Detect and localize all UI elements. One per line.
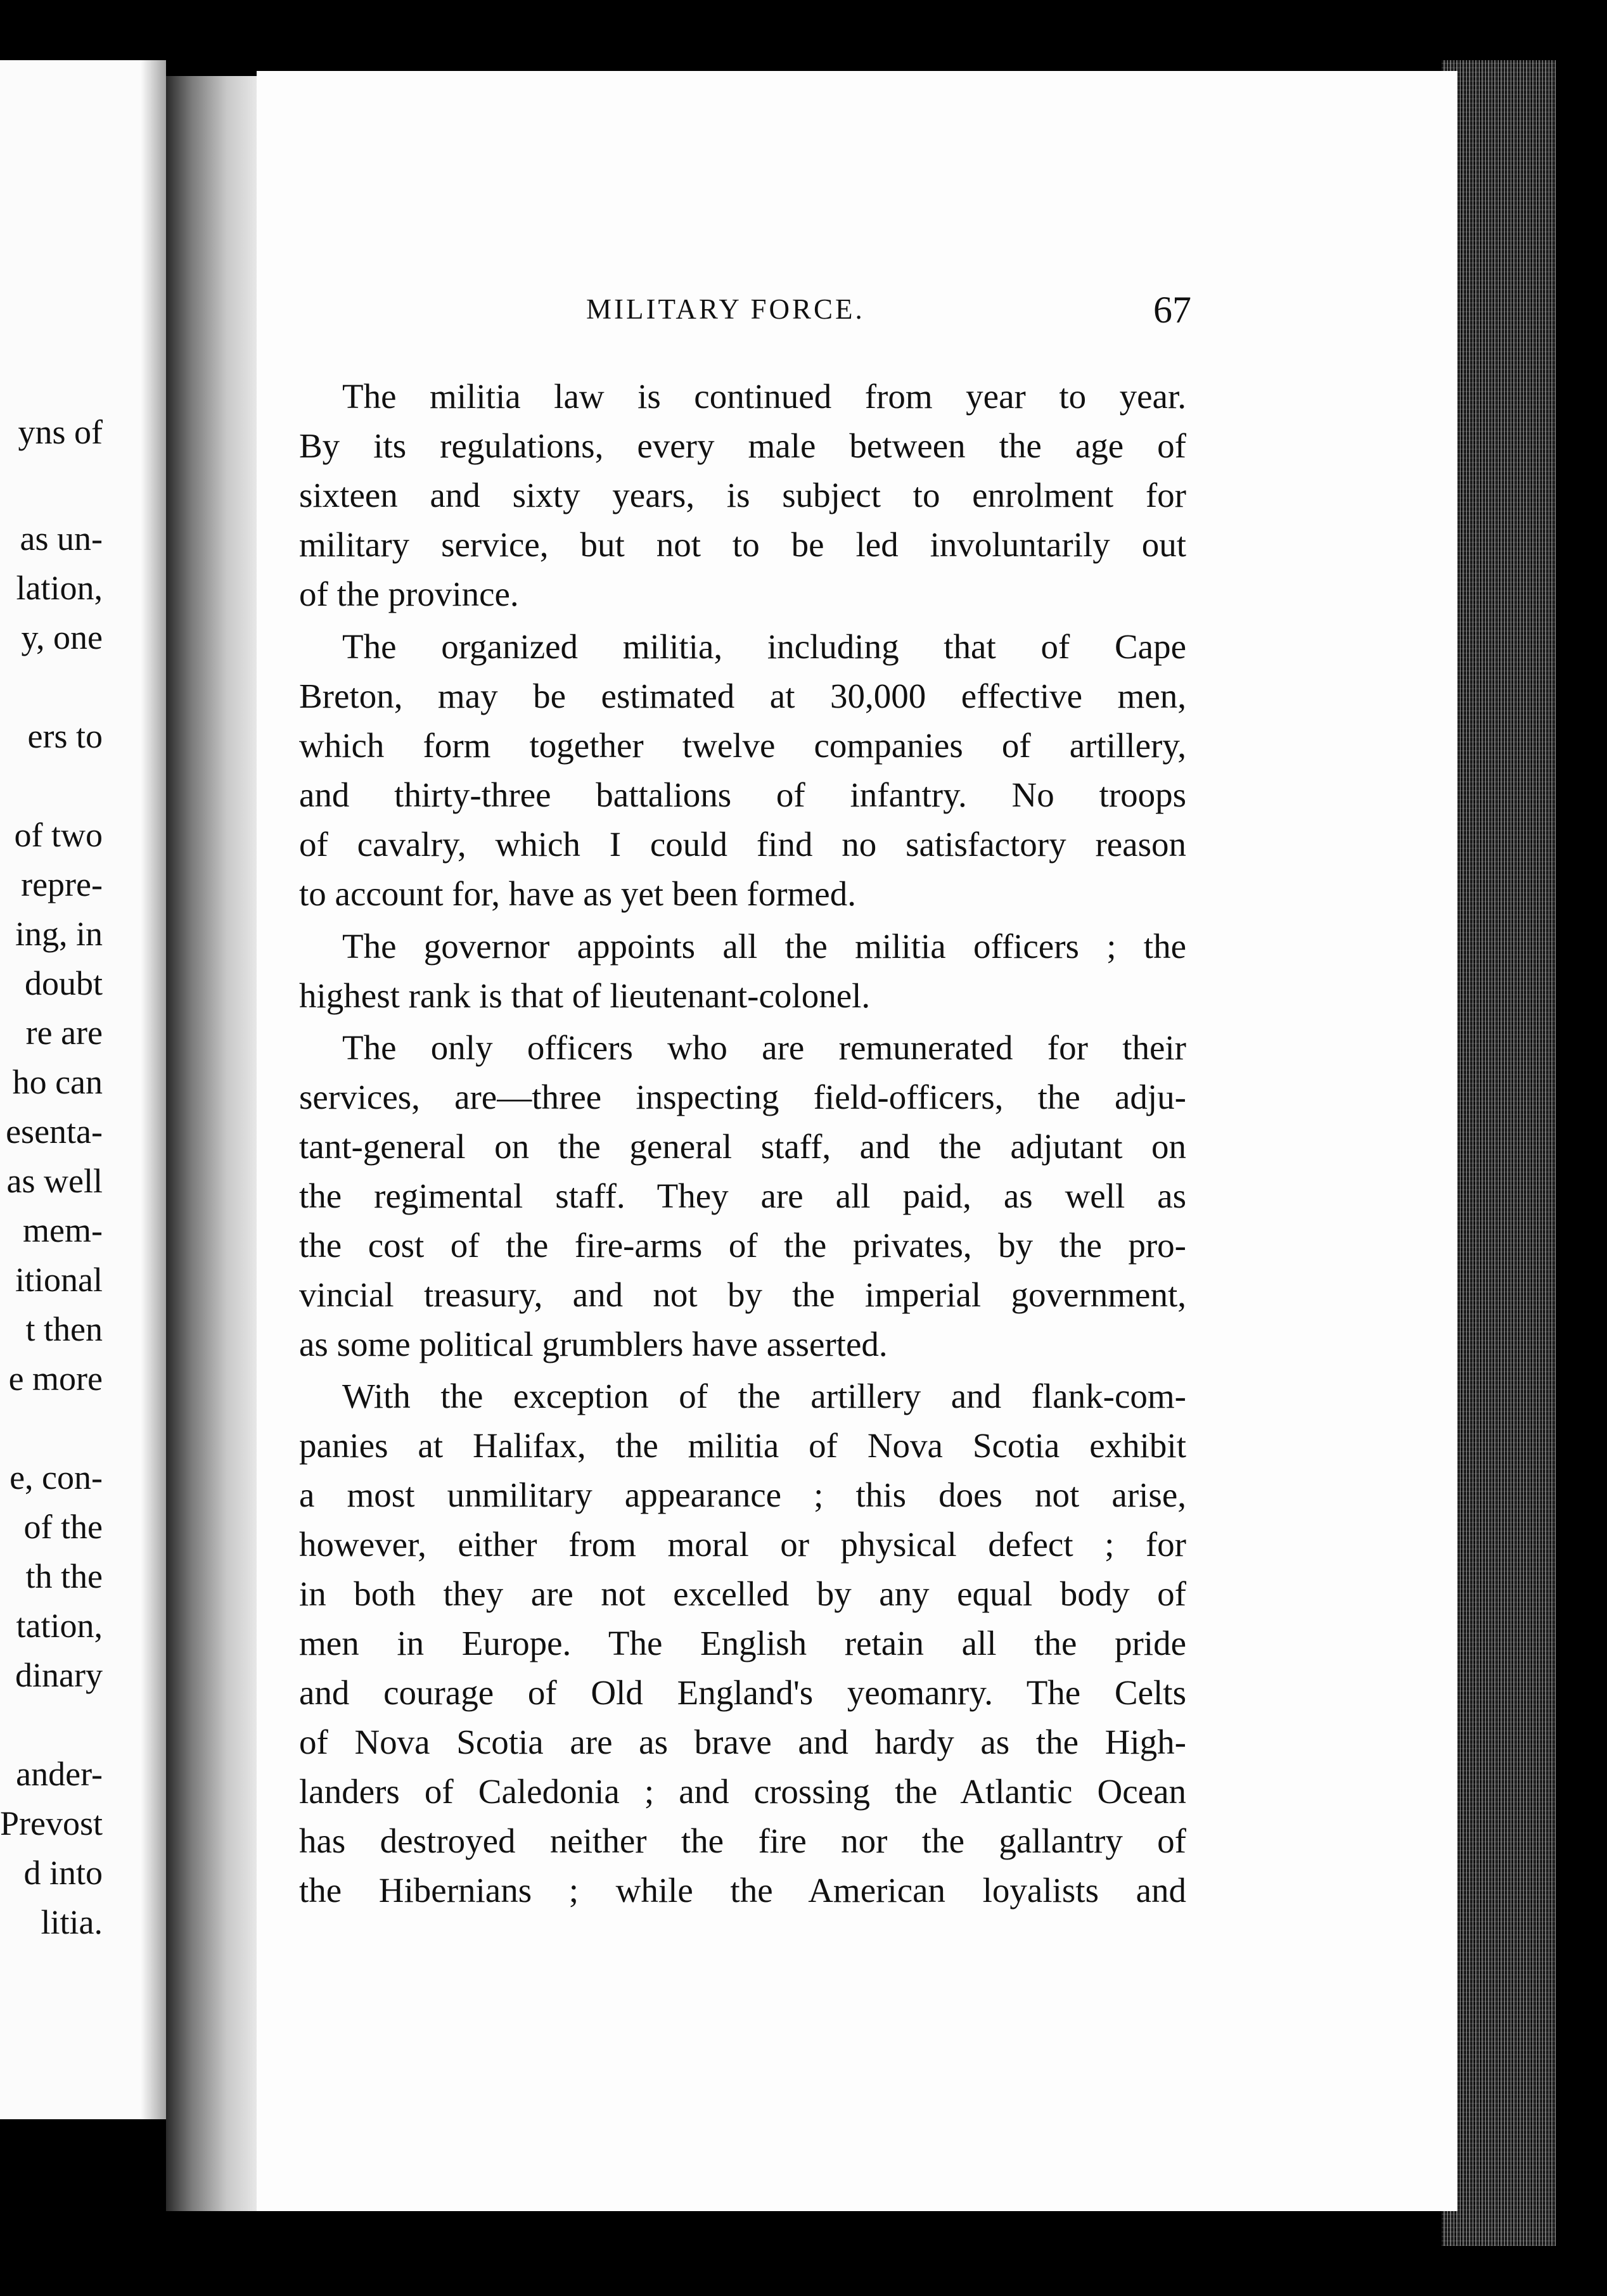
text-line: landers of Caledonia ; and crossing the Atlantic Ocean: [299, 1772, 1186, 1811]
text-line: however, either from moral or physical defect ; for: [299, 1525, 1186, 1564]
text-line: sixteen and sixty years, is subject to enrolment for: [299, 476, 1186, 514]
left-text-line: ers to: [27, 717, 103, 755]
text-line: vincial treasury, and not by the imperial government,: [299, 1275, 1186, 1314]
text-line: Breton, may be estimated at 30,000 effective men,: [299, 677, 1186, 715]
left-text-line: ing, in: [15, 915, 103, 953]
text-line: services, are—three inspecting field-officers, the adju-: [299, 1078, 1186, 1116]
left-text-line: th the: [25, 1557, 103, 1595]
left-text-line: esenta-: [6, 1113, 103, 1151]
text-line: as some political grumblers have asserted.: [299, 1325, 888, 1363]
text-line: which form together twelve companies of artillery,: [299, 726, 1186, 765]
left-text-line: y, one: [21, 618, 103, 656]
text-line: tant-general on the general staff, and the adjutant on: [299, 1127, 1186, 1166]
text-line: The militia law is continued from year to year.: [342, 377, 1186, 416]
left-page-fragment: [0, 60, 166, 2119]
left-text-line: e more: [8, 1360, 103, 1398]
left-text-line: ander-: [16, 1755, 103, 1793]
left-text-line: as un-: [20, 520, 103, 558]
left-text-line: as well: [6, 1162, 103, 1200]
text-line: has destroyed neither the fire nor the gallantry of: [299, 1821, 1186, 1860]
left-text-line: of two: [14, 816, 103, 854]
text-line: The governor appoints all the militia officers ; the: [342, 927, 1186, 966]
left-text-line: itional: [15, 1261, 103, 1299]
text-line: the Hibernians ; while the American loyalists and: [299, 1871, 1186, 1910]
text-line: highest rank is that of lieutenant-colonel.: [299, 976, 871, 1015]
running-head: MILITARY FORCE.: [586, 293, 865, 325]
left-text-line: litia.: [41, 1903, 103, 1941]
left-text-line: d into: [23, 1854, 103, 1892]
left-text-line: re are: [25, 1014, 103, 1052]
left-text-line: yns of: [18, 413, 103, 451]
text-line: a most unmilitary appearance ; this does not arise,: [299, 1476, 1186, 1514]
book-edge: [1442, 60, 1556, 2246]
text-line: The only officers who are remunerated for their: [342, 1028, 1186, 1067]
text-line: of Nova Scotia are as brave and hardy as the High-: [299, 1723, 1186, 1761]
left-text-line: doubt: [24, 964, 103, 1002]
text-line: and courage of Old England's yeomanry. The Celts: [299, 1673, 1186, 1712]
text-line: and thirty-three battalions of infantry. No troops: [299, 775, 1186, 814]
left-text-line: ho can: [12, 1063, 103, 1101]
text-line: to account for, have as yet been formed.: [299, 874, 856, 913]
left-text-line: dinary: [15, 1656, 103, 1694]
text-line: military service, but not to be led involuntarily out: [299, 525, 1186, 564]
text-line: the cost of the fire-arms of the privates, by the pro-: [299, 1226, 1186, 1265]
left-text-line: mem-: [23, 1211, 103, 1249]
text-line: panies at Halifax, the militia of Nova Scotia exhibit: [299, 1426, 1186, 1465]
page-number: 67: [1153, 289, 1191, 331]
left-text-line: t then: [25, 1310, 103, 1348]
book-gutter-shadow: [166, 76, 267, 2211]
text-line: With the exception of the artillery and flank-com-: [342, 1377, 1186, 1415]
text-line: of cavalry, which I could find no satisfactory reason: [299, 825, 1186, 864]
left-text-line: e, con-: [10, 1458, 103, 1496]
text-line: the regimental staff. They are all paid, as well as: [299, 1177, 1186, 1215]
text-line: men in Europe. The English retain all the pride: [299, 1624, 1186, 1662]
left-text-line: of the: [23, 1508, 103, 1546]
left-text-line: repre-: [21, 865, 103, 903]
text-line: of the province.: [299, 575, 519, 613]
text-line: The organized militia, including that of Cape: [342, 627, 1186, 666]
left-text-line: Prevost: [0, 1804, 103, 1842]
text-line: in both they are not excelled by any equal body of: [299, 1574, 1186, 1613]
text-line: By its regulations, every male between the age of: [299, 426, 1186, 465]
left-text-line: lation,: [16, 569, 103, 607]
left-text-line: tation,: [16, 1607, 103, 1645]
